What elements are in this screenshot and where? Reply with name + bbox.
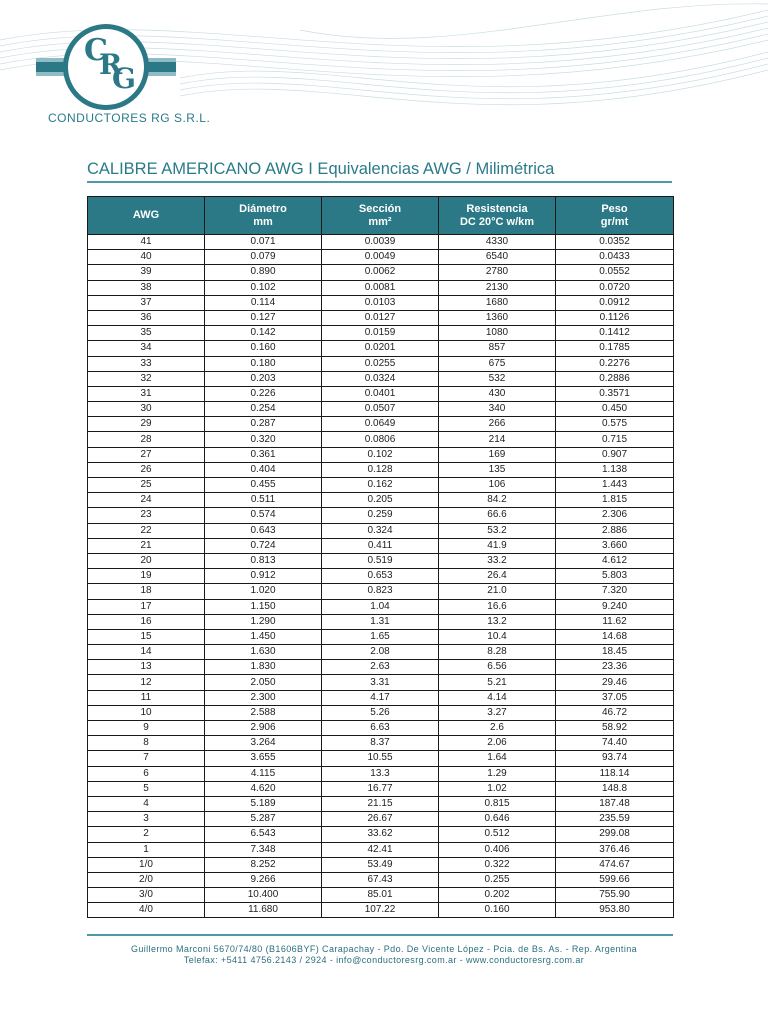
- cell-diametro: 0.511: [205, 493, 322, 508]
- cell-peso: 29.46: [556, 675, 674, 690]
- table-row: [88, 341, 674, 356]
- cell-seccion: 1.04: [322, 599, 439, 614]
- cell-awg: 3/0: [88, 888, 205, 903]
- table-row: [88, 645, 674, 660]
- cell-peso: 58.92: [556, 721, 674, 736]
- table-row: [88, 402, 674, 417]
- cell-seccion: 1.65: [322, 629, 439, 644]
- cell-peso: 0.1412: [556, 326, 674, 341]
- table-row: [88, 462, 674, 477]
- cell-peso: 0.575: [556, 417, 674, 432]
- table-row: [88, 629, 674, 644]
- cell-seccion: 85.01: [322, 888, 439, 903]
- logo-letter-c: C: [84, 33, 108, 68]
- table-row: [88, 842, 674, 857]
- cell-awg: 2/0: [88, 872, 205, 887]
- cell-resistencia: 0.815: [439, 796, 556, 811]
- cell-seccion: 0.0127: [322, 310, 439, 325]
- table-row: [88, 295, 674, 310]
- cell-awg: 5: [88, 781, 205, 796]
- cell-seccion: 8.37: [322, 736, 439, 751]
- cell-awg: 8: [88, 736, 205, 751]
- cell-awg: 29: [88, 417, 205, 432]
- cell-diametro: 10.400: [205, 888, 322, 903]
- table-row: [88, 356, 674, 371]
- cell-diametro: 3.655: [205, 751, 322, 766]
- cell-resistencia: 1.29: [439, 766, 556, 781]
- cell-diametro: 6.543: [205, 827, 322, 842]
- cell-resistencia: 266: [439, 417, 556, 432]
- cell-seccion: 0.0255: [322, 356, 439, 371]
- cell-peso: 0.1126: [556, 310, 674, 325]
- cell-peso: 0.2276: [556, 356, 674, 371]
- cell-peso: 11.62: [556, 614, 674, 629]
- cell-peso: 23.36: [556, 660, 674, 675]
- cell-seccion: 13.3: [322, 766, 439, 781]
- cell-awg: 40: [88, 250, 205, 265]
- cell-diametro: 4.620: [205, 781, 322, 796]
- cell-resistencia: 41.9: [439, 538, 556, 553]
- cell-resistencia: 33.2: [439, 553, 556, 568]
- cell-diametro: 0.724: [205, 538, 322, 553]
- cell-peso: 4.612: [556, 553, 674, 568]
- cell-diametro: 0.287: [205, 417, 322, 432]
- cell-awg: 25: [88, 478, 205, 493]
- cell-awg: 16: [88, 614, 205, 629]
- table-row: [88, 660, 674, 675]
- cell-peso: 0.715: [556, 432, 674, 447]
- cell-diametro: 2.300: [205, 690, 322, 705]
- cell-awg: 27: [88, 447, 205, 462]
- header-diametro: [205, 197, 322, 235]
- cell-diametro: 2.588: [205, 705, 322, 720]
- cell-seccion: 107.22: [322, 903, 439, 918]
- cell-seccion: 0.102: [322, 447, 439, 462]
- cell-awg: 21: [88, 538, 205, 553]
- cell-resistencia: 13.2: [439, 614, 556, 629]
- cell-seccion: 21.15: [322, 796, 439, 811]
- cell-seccion: 33.62: [322, 827, 439, 842]
- cell-seccion: 6.63: [322, 721, 439, 736]
- cell-peso: 755.90: [556, 888, 674, 903]
- cell-resistencia: 0.255: [439, 872, 556, 887]
- header-resistencia-unit: DC 20°C w/km: [459, 215, 535, 228]
- cell-diametro: 0.574: [205, 508, 322, 523]
- cell-diametro: 0.226: [205, 386, 322, 401]
- cell-awg: 1: [88, 842, 205, 857]
- cell-peso: 3.660: [556, 538, 674, 553]
- cell-awg: 12: [88, 675, 205, 690]
- cell-seccion: 0.653: [322, 569, 439, 584]
- cell-awg: 20: [88, 553, 205, 568]
- cell-peso: 0.907: [556, 447, 674, 462]
- cell-diametro: 0.203: [205, 371, 322, 386]
- cell-peso: 18.45: [556, 645, 674, 660]
- cell-awg: 17: [88, 599, 205, 614]
- cell-seccion: 0.0039: [322, 235, 439, 250]
- cell-diametro: 1.450: [205, 629, 322, 644]
- header-diametro-unit: mm: [253, 215, 273, 228]
- cell-diametro: 5.189: [205, 796, 322, 811]
- cell-peso: 0.0552: [556, 265, 674, 280]
- cell-seccion: 0.0507: [322, 402, 439, 417]
- cell-awg: 36: [88, 310, 205, 325]
- page-title: CALIBRE AMERICANO AWG I Equivalencias AWG / Milimétrica: [87, 160, 555, 178]
- header-peso-label: Peso: [601, 202, 628, 215]
- footer-contact: Telefax: +5411 4756.2143 / 2924 - info@conductoresrg.com.ar - www.conductoresrg.com.ar: [183, 955, 585, 965]
- cell-diametro: 0.320: [205, 432, 322, 447]
- cell-awg: 1/0: [88, 857, 205, 872]
- cell-awg: 19: [88, 569, 205, 584]
- header-seccion-unit: mm²: [368, 215, 392, 228]
- cell-diametro: 0.643: [205, 523, 322, 538]
- cell-resistencia: 1080: [439, 326, 556, 341]
- cell-diametro: 0.912: [205, 569, 322, 584]
- table-row: [88, 796, 674, 811]
- cell-resistencia: 6540: [439, 250, 556, 265]
- table-row: [88, 781, 674, 796]
- cell-diametro: 1.150: [205, 599, 322, 614]
- cell-diametro: 0.160: [205, 341, 322, 356]
- cell-diametro: 2.050: [205, 675, 322, 690]
- cell-seccion: 0.0401: [322, 386, 439, 401]
- cell-resistencia: 532: [439, 371, 556, 386]
- cell-seccion: 0.519: [322, 553, 439, 568]
- cell-awg: 6: [88, 766, 205, 781]
- cell-seccion: 42.41: [322, 842, 439, 857]
- cell-seccion: 0.0081: [322, 280, 439, 295]
- cell-seccion: 0.205: [322, 493, 439, 508]
- table-row: [88, 478, 674, 493]
- cell-resistencia: 430: [439, 386, 556, 401]
- cell-awg: 39: [88, 265, 205, 280]
- cell-seccion: 67.43: [322, 872, 439, 887]
- table-row: [88, 736, 674, 751]
- cell-peso: 187.48: [556, 796, 674, 811]
- cell-peso: 376.46: [556, 842, 674, 857]
- cell-awg: 26: [88, 462, 205, 477]
- cell-seccion: 0.823: [322, 584, 439, 599]
- cell-resistencia: 1.64: [439, 751, 556, 766]
- cell-resistencia: 0.202: [439, 888, 556, 903]
- cell-awg: 41: [88, 235, 205, 250]
- cell-diametro: 0.127: [205, 310, 322, 325]
- header-awg-label: AWG: [132, 209, 160, 221]
- cell-diametro: 4.115: [205, 766, 322, 781]
- cell-seccion: 0.0103: [322, 295, 439, 310]
- cell-diametro: 8.252: [205, 857, 322, 872]
- cell-peso: 0.2886: [556, 371, 674, 386]
- cell-resistencia: 857: [439, 341, 556, 356]
- cell-resistencia: 0.646: [439, 812, 556, 827]
- table-row: [88, 432, 674, 447]
- cell-awg: 38: [88, 280, 205, 295]
- cell-seccion: 0.162: [322, 478, 439, 493]
- cell-diametro: 0.180: [205, 356, 322, 371]
- cell-resistencia: 5.21: [439, 675, 556, 690]
- cell-seccion: 2.08: [322, 645, 439, 660]
- cell-peso: 2.306: [556, 508, 674, 523]
- table-row: [88, 584, 674, 599]
- table-body: [88, 235, 674, 918]
- cell-resistencia: 8.28: [439, 645, 556, 660]
- header-seccion-label: Sección: [358, 202, 402, 215]
- cell-resistencia: 84.2: [439, 493, 556, 508]
- cell-awg: 10: [88, 705, 205, 720]
- cell-peso: 474.67: [556, 857, 674, 872]
- cell-seccion: 0.259: [322, 508, 439, 523]
- cell-awg: 31: [88, 386, 205, 401]
- table-row: [88, 599, 674, 614]
- cell-seccion: 0.0201: [322, 341, 439, 356]
- cell-peso: 1.815: [556, 493, 674, 508]
- cell-peso: 299.08: [556, 827, 674, 842]
- table-row: [88, 250, 674, 265]
- cell-seccion: 10.55: [322, 751, 439, 766]
- cell-peso: 953.80: [556, 903, 674, 918]
- cell-awg: 14: [88, 645, 205, 660]
- cell-resistencia: 1.02: [439, 781, 556, 796]
- table-row: [88, 538, 674, 553]
- cell-peso: 0.1785: [556, 341, 674, 356]
- cell-seccion: 2.63: [322, 660, 439, 675]
- cell-diametro: 0.890: [205, 265, 322, 280]
- cell-awg: 4/0: [88, 903, 205, 918]
- cell-resistencia: 66.6: [439, 508, 556, 523]
- table-row: [88, 508, 674, 523]
- cell-resistencia: 16.6: [439, 599, 556, 614]
- cell-diametro: 3.264: [205, 736, 322, 751]
- cell-resistencia: 2130: [439, 280, 556, 295]
- table-row: [88, 265, 674, 280]
- table-row: [88, 751, 674, 766]
- table-row: [88, 690, 674, 705]
- cell-awg: 24: [88, 493, 205, 508]
- cell-diametro: 0.361: [205, 447, 322, 462]
- cell-awg: 4: [88, 796, 205, 811]
- cell-diametro: 0.114: [205, 295, 322, 310]
- cell-diametro: 1.290: [205, 614, 322, 629]
- cell-resistencia: 214: [439, 432, 556, 447]
- header-resistencia-label: Resistencia: [466, 202, 528, 215]
- table-row: [88, 569, 674, 584]
- cell-seccion: 4.17: [322, 690, 439, 705]
- logo-letter-r: R: [99, 48, 123, 81]
- cell-diametro: 9.266: [205, 872, 322, 887]
- cell-peso: 7.320: [556, 584, 674, 599]
- footer-divider: [87, 934, 673, 936]
- cell-seccion: 0.0324: [322, 371, 439, 386]
- header-awg: [88, 197, 205, 235]
- header-peso-unit: gr/mt: [600, 215, 629, 228]
- table-row: [88, 857, 674, 872]
- cell-resistencia: 21.0: [439, 584, 556, 599]
- table-row: [88, 903, 674, 918]
- table-row: [88, 417, 674, 432]
- cell-peso: 74.40: [556, 736, 674, 751]
- cell-resistencia: 4.14: [439, 690, 556, 705]
- cell-peso: 1.138: [556, 462, 674, 477]
- cell-peso: 235.59: [556, 812, 674, 827]
- cell-peso: 93.74: [556, 751, 674, 766]
- cell-resistencia: 675: [439, 356, 556, 371]
- cell-awg: 9: [88, 721, 205, 736]
- cell-resistencia: 0.160: [439, 903, 556, 918]
- cell-peso: 1.443: [556, 478, 674, 493]
- table-row: [88, 553, 674, 568]
- cell-resistencia: 106: [439, 478, 556, 493]
- cell-peso: 0.0912: [556, 295, 674, 310]
- cell-peso: 0.450: [556, 402, 674, 417]
- cell-seccion: 0.0159: [322, 326, 439, 341]
- cell-resistencia: 0.406: [439, 842, 556, 857]
- cell-seccion: 26.67: [322, 812, 439, 827]
- table-row: [88, 280, 674, 295]
- cell-awg: 7: [88, 751, 205, 766]
- cell-peso: 46.72: [556, 705, 674, 720]
- cell-seccion: 53.49: [322, 857, 439, 872]
- cell-diametro: 1.830: [205, 660, 322, 675]
- cell-diametro: 2.906: [205, 721, 322, 736]
- cell-awg: 30: [88, 402, 205, 417]
- cell-diametro: 0.142: [205, 326, 322, 341]
- table-row: [88, 326, 674, 341]
- cell-diametro: 0.404: [205, 462, 322, 477]
- table-row: [88, 872, 674, 887]
- cell-seccion: 0.0806: [322, 432, 439, 447]
- cell-diametro: 11.680: [205, 903, 322, 918]
- header-peso: [556, 197, 674, 235]
- cell-peso: 0.3571: [556, 386, 674, 401]
- table-row: [88, 235, 674, 250]
- header-diametro-label: Diámetro: [239, 202, 287, 215]
- cell-seccion: 0.324: [322, 523, 439, 538]
- table-row: [88, 827, 674, 842]
- table-row: [88, 523, 674, 538]
- table-row: [88, 675, 674, 690]
- cell-awg: 13: [88, 660, 205, 675]
- cell-awg: 35: [88, 326, 205, 341]
- cell-resistencia: 4330: [439, 235, 556, 250]
- cell-resistencia: 10.4: [439, 629, 556, 644]
- cell-resistencia: 2.6: [439, 721, 556, 736]
- table-row: [88, 888, 674, 903]
- cell-peso: 0.0433: [556, 250, 674, 265]
- cell-awg: 32: [88, 371, 205, 386]
- cell-awg: 23: [88, 508, 205, 523]
- table-row: [88, 371, 674, 386]
- table-row: [88, 614, 674, 629]
- cell-awg: 37: [88, 295, 205, 310]
- cell-peso: 0.0720: [556, 280, 674, 295]
- cell-resistencia: 3.27: [439, 705, 556, 720]
- cell-awg: 2: [88, 827, 205, 842]
- cell-seccion: 0.128: [322, 462, 439, 477]
- cell-diametro: 0.102: [205, 280, 322, 295]
- company-name: CONDUCTORES RG S.R.L.: [48, 111, 211, 125]
- company-logo: [36, 22, 176, 112]
- cell-diametro: 0.813: [205, 553, 322, 568]
- cell-diametro: 0.079: [205, 250, 322, 265]
- cell-peso: 118.14: [556, 766, 674, 781]
- cell-diametro: 1.630: [205, 645, 322, 660]
- cell-resistencia: 1360: [439, 310, 556, 325]
- table-row: [88, 812, 674, 827]
- cell-resistencia: 340: [439, 402, 556, 417]
- cell-seccion: 3.31: [322, 675, 439, 690]
- cell-seccion: 0.0049: [322, 250, 439, 265]
- cell-seccion: 0.411: [322, 538, 439, 553]
- cell-awg: 33: [88, 356, 205, 371]
- table-row: [88, 447, 674, 462]
- cell-resistencia: 53.2: [439, 523, 556, 538]
- cell-resistencia: 26.4: [439, 569, 556, 584]
- cell-diametro: 0.455: [205, 478, 322, 493]
- cell-resistencia: 2.06: [439, 736, 556, 751]
- table-row: [88, 493, 674, 508]
- cell-awg: 11: [88, 690, 205, 705]
- table-row: [88, 721, 674, 736]
- cell-resistencia: 1680: [439, 295, 556, 310]
- cell-diametro: 0.071: [205, 235, 322, 250]
- awg-table: [87, 196, 674, 918]
- cell-seccion: 16.77: [322, 781, 439, 796]
- cell-awg: 34: [88, 341, 205, 356]
- footer-address: Guillermo Marconi 5670/74/80 (B1606BYF) Carapachay - Pdo. De Vicente López - Pcia. de Bs. As. - Rep. Argentina: [130, 944, 638, 954]
- table-header-row: [88, 197, 674, 235]
- cell-peso: 9.240: [556, 599, 674, 614]
- cell-peso: 5.803: [556, 569, 674, 584]
- cell-diametro: 7.348: [205, 842, 322, 857]
- logo-letter-g: G: [112, 62, 136, 95]
- cell-diametro: 0.254: [205, 402, 322, 417]
- cell-seccion: 0.0062: [322, 265, 439, 280]
- cell-resistencia: 0.322: [439, 857, 556, 872]
- table-row: [88, 386, 674, 401]
- cell-resistencia: 0.512: [439, 827, 556, 842]
- cell-seccion: 0.0649: [322, 417, 439, 432]
- title-divider: [87, 181, 672, 183]
- cell-resistencia: 169: [439, 447, 556, 462]
- cell-diametro: 5.287: [205, 812, 322, 827]
- cell-seccion: 5.26: [322, 705, 439, 720]
- cell-seccion: 1.31: [322, 614, 439, 629]
- cell-resistencia: 135: [439, 462, 556, 477]
- cell-peso: 0.0352: [556, 235, 674, 250]
- cell-awg: 15: [88, 629, 205, 644]
- cell-diametro: 1.020: [205, 584, 322, 599]
- table-row: [88, 766, 674, 781]
- cell-awg: 22: [88, 523, 205, 538]
- cell-awg: 18: [88, 584, 205, 599]
- cell-awg: 28: [88, 432, 205, 447]
- table-row: [88, 310, 674, 325]
- cell-peso: 599.66: [556, 872, 674, 887]
- cell-awg: 3: [88, 812, 205, 827]
- cell-peso: 2.886: [556, 523, 674, 538]
- cell-peso: 37.05: [556, 690, 674, 705]
- cell-resistencia: 6.56: [439, 660, 556, 675]
- header-seccion: [322, 197, 439, 235]
- cell-peso: 14.68: [556, 629, 674, 644]
- header-resistencia: [439, 197, 556, 235]
- cell-peso: 148.8: [556, 781, 674, 796]
- cell-resistencia: 2780: [439, 265, 556, 280]
- table-row: [88, 705, 674, 720]
